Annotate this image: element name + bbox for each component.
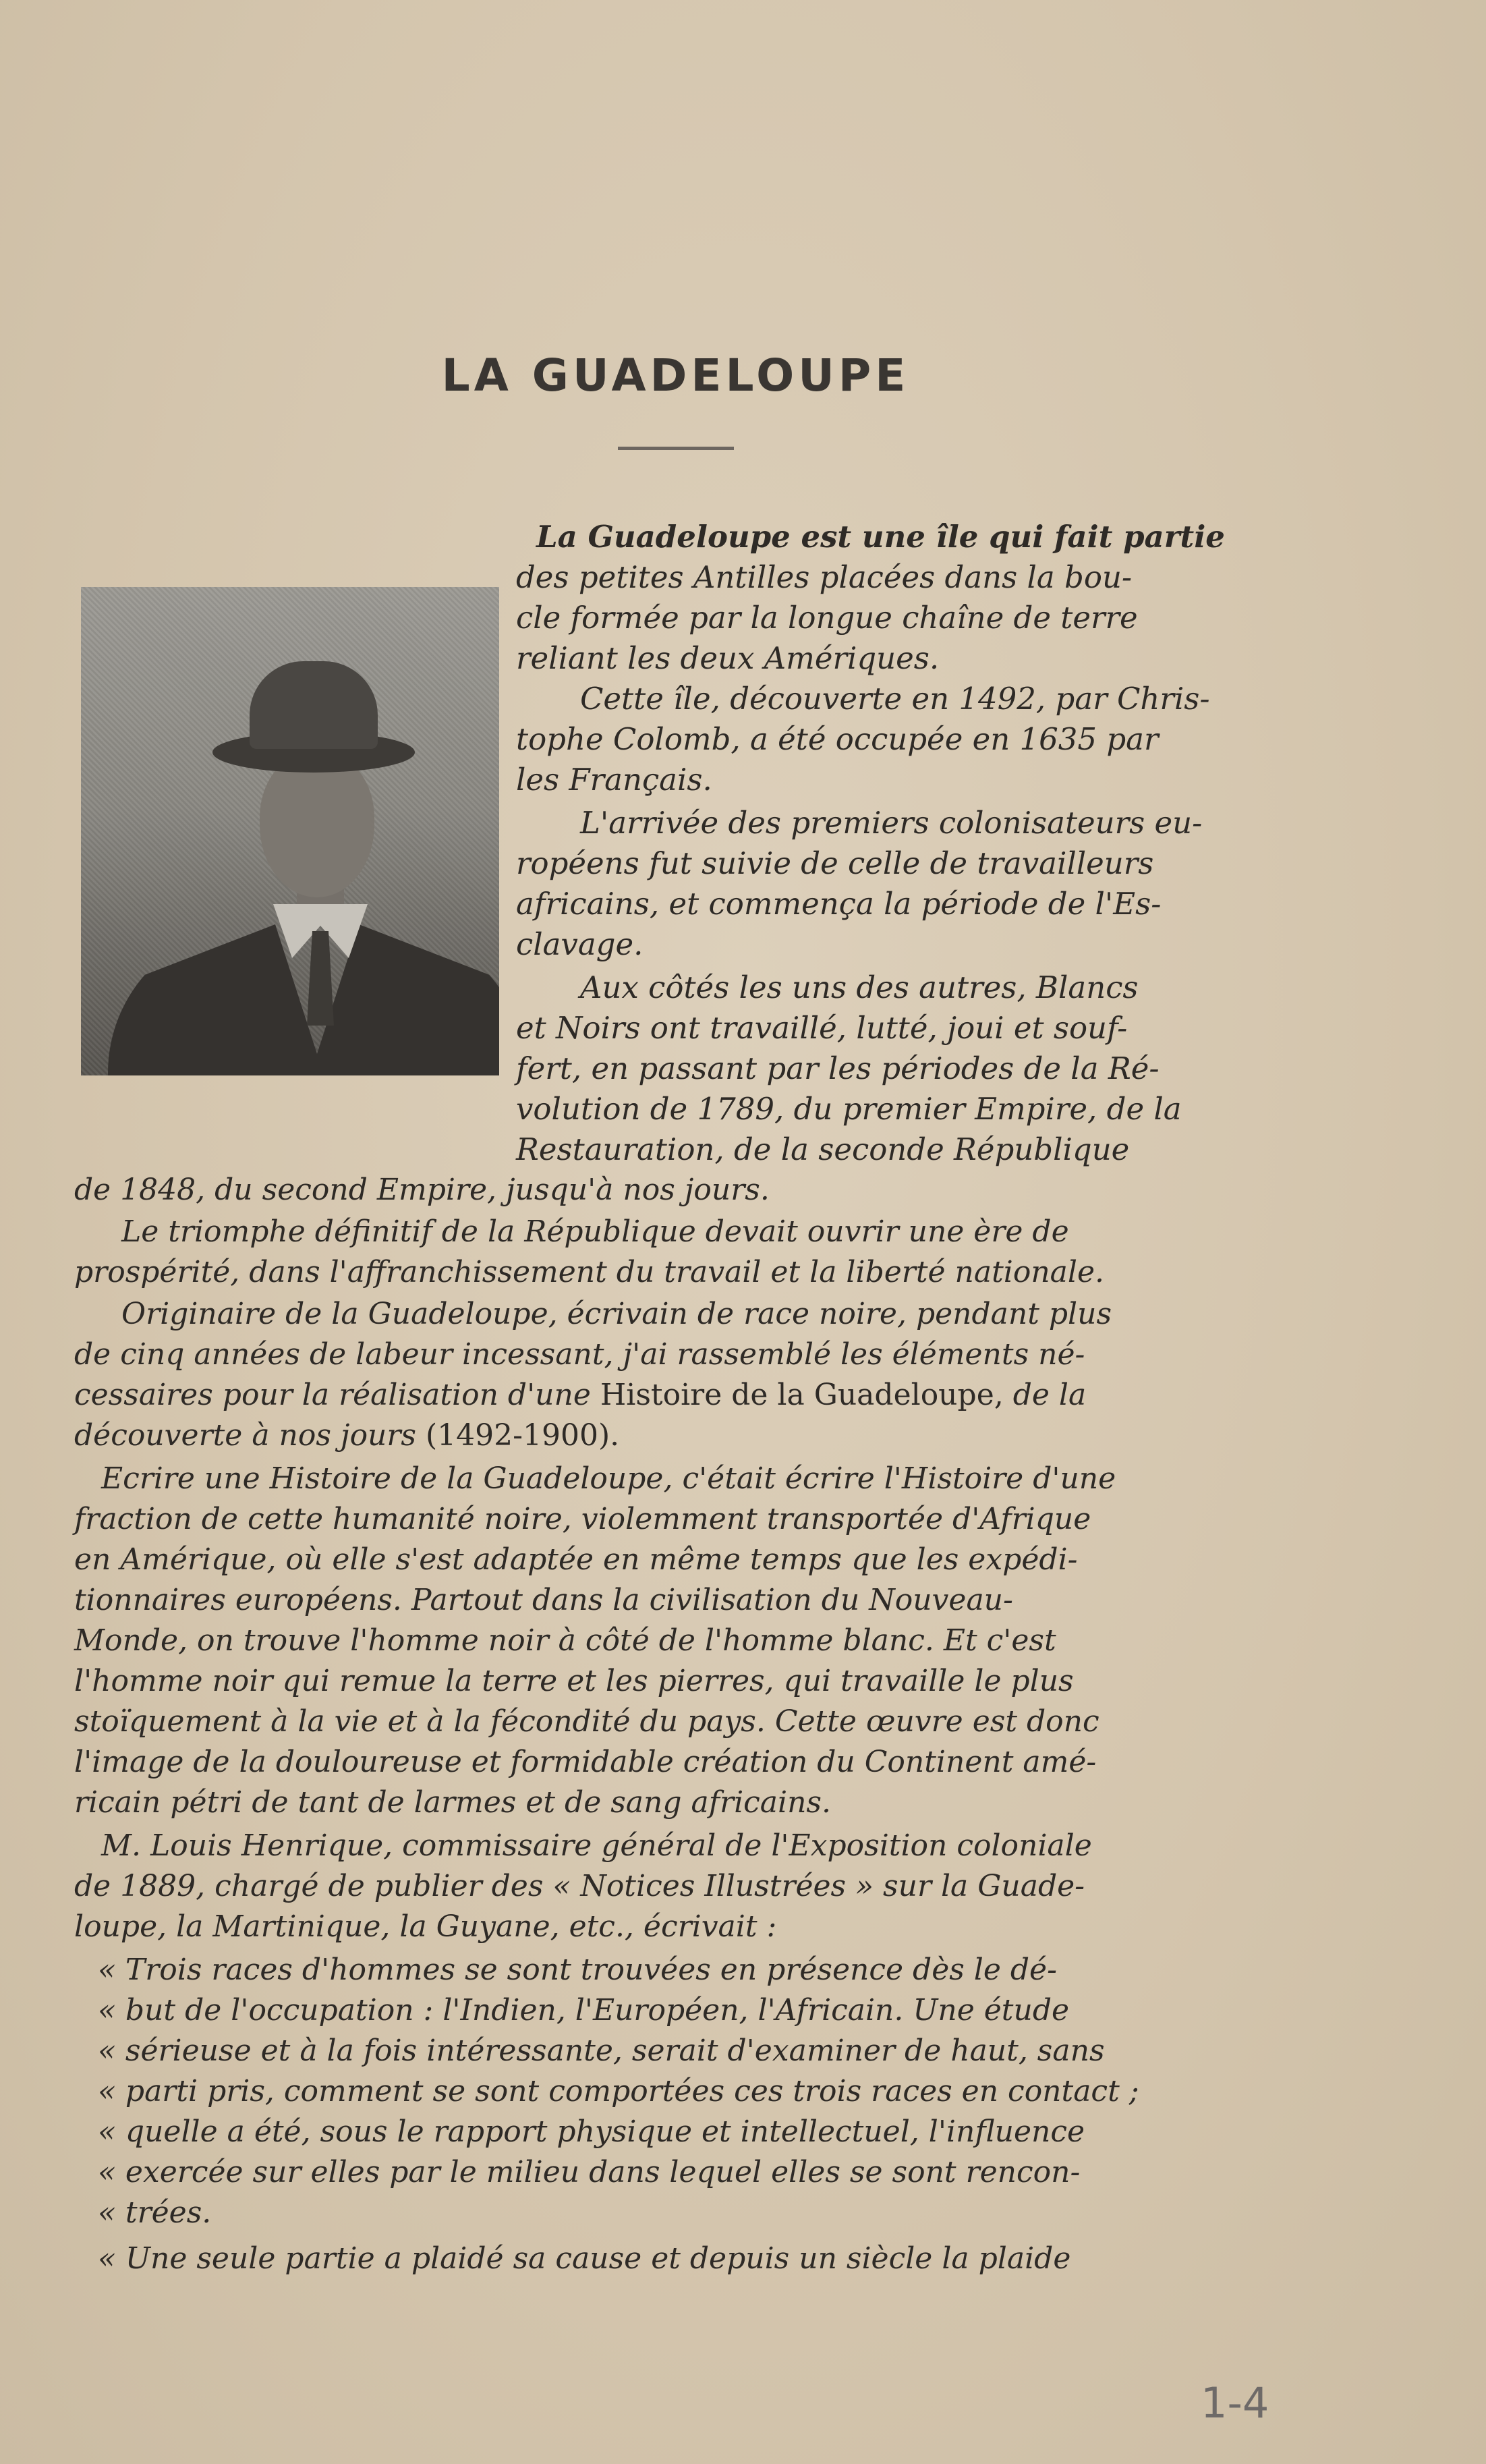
text-line: l'homme noir qui remue la terre et les pierres, qui travaille le plus [74, 1664, 1074, 1698]
text-line: loupe, la Martinique, la Guyane, etc., écrivait : [74, 1909, 777, 1944]
text-line: « Trois races d'hommes se sont trouvées en présence dès le dé- [98, 1953, 1057, 1987]
text-line [74, 1416, 619, 1456]
text-line: clavage. [516, 926, 644, 962]
text-line: de 1848, du second Empire, jusqu'à nos jours. [74, 1173, 770, 1207]
text-segment: cessaires pour la réalisation d'une [74, 1378, 600, 1412]
text-line: prospérité, dans l'affranchissement du travail et la liberté nationale. [74, 1255, 1105, 1289]
text-line: l'image de la douloureuse et formidable création du Continent amé- [74, 1745, 1097, 1779]
text-line: des petites Antilles placées dans la bou- [516, 559, 1133, 595]
text-line: et Noirs ont travaillé, lutté, joui et souf- [516, 1010, 1128, 1046]
text-line: Cette île, découverte en 1492, par Chris- [580, 681, 1210, 717]
text-line: tionnaires européens. Partout dans la civilisation du Nouveau- [74, 1583, 1013, 1617]
text-line: de 1889, chargé de publier des « Notices Illustrées » sur la Guade- [74, 1869, 1085, 1903]
title-rule [618, 447, 734, 450]
text-segment: découverte à nos jours [74, 1418, 426, 1453]
text-line: les Français. [516, 762, 712, 797]
text-line [74, 1375, 1086, 1416]
text-line: stoïquement à la vie et à la fécondité du pays. Cette œuvre est donc [74, 1704, 1099, 1739]
text-line: en Amérique, où elle s'est adaptée en même temps que les expédi- [74, 1542, 1078, 1577]
text-line: ricain pétri de tant de larmes et de sang africains. [74, 1785, 831, 1820]
text-line: reliant les deux Amériques. [516, 640, 940, 676]
date-range: (1492-1900). [426, 1418, 620, 1453]
text-line: « exercée sur elles par le milieu dans lequel elles se sont rencon- [98, 2155, 1081, 2189]
text-line: Originaire de la Guadeloupe, écrivain de race noire, pendant plus [121, 1297, 1112, 1331]
text-segment: de la [1003, 1378, 1087, 1412]
text-line: cle formée par la longue chaîne de terre [516, 600, 1138, 636]
text-line: L'arrivée des premiers colonisateurs eu- [580, 805, 1203, 841]
text-line: « quelle a été, sous le rapport physique et intellectuel, l'influence [98, 2115, 1085, 2149]
text-line: Le triomphe définitif de la République devait ouvrir une ère de [121, 1214, 1069, 1249]
portrait-photo [81, 587, 499, 1075]
text-line: Restauration, de la seconde République [516, 1131, 1130, 1167]
text-line: « Une seule partie a plaidé sa cause et depuis un siècle la plaide [98, 2241, 1071, 2276]
text-line: Monde, on trouve l'homme noir à côté de l'homme blanc. Et c'est [74, 1623, 1056, 1658]
text-line: de cinq années de labeur incessant, j'ai rassemblé les éléments né- [74, 1337, 1085, 1372]
text-line: « trées. [98, 2195, 212, 2230]
text-line: « parti pris, comment se sont comportées ces trois races en contact ; [98, 2074, 1139, 2108]
page-folio: 1-4 [1201, 2378, 1269, 2428]
text-line: fraction de cette humanité noire, violemment transportée d'Afrique [74, 1502, 1091, 1536]
text-line: Ecrire une Histoire de la Guadeloupe, c'était écrire l'Histoire d'une [101, 1461, 1116, 1496]
text-line: « but de l'occupation : l'Indien, l'Européen, l'Africain. Une étude [98, 1993, 1070, 2027]
text-line: tophe Colomb, a été occupée en 1635 par [516, 721, 1159, 757]
text-line: « sérieuse et à la fois intéressante, serait d'examiner de haut, sans [98, 2034, 1105, 2068]
page-title: LA GUADELOUPE [441, 349, 910, 401]
text-line: La Guadeloupe est une île qui fait partie [536, 519, 1225, 555]
text-line: volution de 1789, du premier Empire, de la [516, 1091, 1182, 1127]
text-line: ropéens fut suivie de celle de travailleurs [516, 845, 1154, 881]
text-line: Aux côtés les uns des autres, Blancs [580, 970, 1139, 1005]
text-line: fert, en passant par les périodes de la Ré- [516, 1051, 1160, 1086]
text-line: M. Louis Henrique, commissaire général de l'Exposition coloniale [101, 1828, 1092, 1863]
book-title: Histoire de la Guadeloupe, [600, 1378, 1004, 1412]
text-line: africains, et commença la période de l'Es- [516, 886, 1162, 922]
